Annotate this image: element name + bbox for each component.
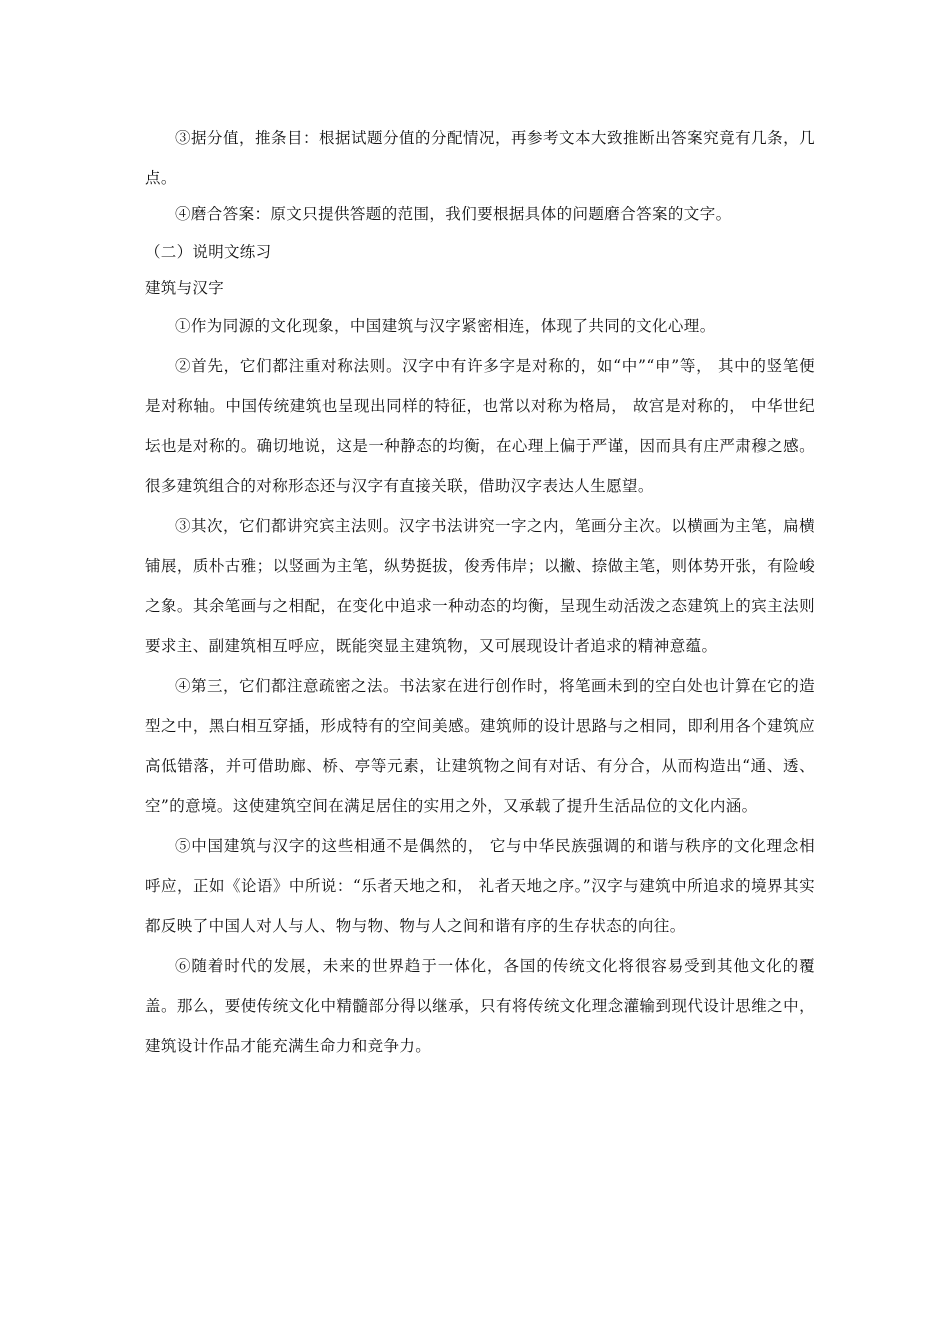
intro-paragraph-3: ③据分值，推条目：根据试题分值的分配情况，再参考文本大致推断出答案究竟有几条，几点。 [145,129,815,187]
article-paragraph-3: ③其次，它们都讲究宾主法则。汉字书法讲究一字之内，笔画分主次。以横画为主笔，扁横铺展，质朴古雅；以竖画为主笔，纵势挺拔，俊秀伟岸；以撇、捺做主笔，则体势开张，有险峻之象。其余笔画与之相配，在变化中追求一种动态的均衡，呈现生动活泼之态建筑上的宾主法则要求主、副建筑相互呼应，既能突显主建筑物，又可展现设计者追求的精神意蕴。 [145,517,815,655]
article-paragraph-1: ①作为同源的文化现象，中国建筑与汉字紧密相连，体现了共同的文化心理。 [175,317,716,335]
article-paragraph-5: ⑤中国建筑与汉字的这些相通不是偶然的， 它与中华民族强调的和谐与秩序的文化理念相呼应，正如《论语》中所说：“乐者天地之和， 礼者天地之序。”汉字与建筑中所追求的境界其实都反映了中国人对人与人、物与物、物与人之间和谐有序的生存状态的向往。 [145,837,815,935]
intro-paragraph-4: ④磨合答案：原文只提供答题的范围，我们要根据具体的问题磨合答案的文字。 [175,205,732,223]
document-body [145,118,815,1066]
article-paragraph-6: ⑥随着时代的发展，未来的世界趋于一体化，各国的传统文化将很容易受到其他文化的覆盖。那么，要使传统文化中精髓部分得以继承，只有将传统文化理念灌输到现代设计思维之中，建筑设计作品才能充满生命力和竞争力。 [145,957,815,1055]
article-paragraph-2: ②首先，它们都注重对称法则。汉字中有许多字是对称的，如“中”“申”等， 其中的竖笔便是对称轴。中国传统建筑也呈现出同样的特征，也常以对称为格局， 故宫是对称的， 中华世纪坛也是对称的。确切地说，这是一种静态的均衡，在心理上偏于严谨，因而具有庄严肃穆之感。很多建筑组合的对称形态还与汉字有直接关联，借助汉字表达人生愿望。 [145,357,815,495]
article-paragraph-4: ④第三，它们都注意疏密之法。书法家在进行创作时，将笔画未到的空白处也计算在它的造型之中，黑白相互穿插，形成特有的空间美感。建筑师的设计思路与之相同，即利用各个建筑应高低错落，并可借助廊、桥、亭等元素，让建筑物之间有对话、有分合，从而构造出“通、透、空”的意境。这使建筑空间在满足居住的实用之外，又承载了提升生活品位的文化内涵。 [145,677,815,815]
article-title: 建筑与汉字 [145,279,225,297]
section-heading: （二）说明文练习 [145,243,272,261]
